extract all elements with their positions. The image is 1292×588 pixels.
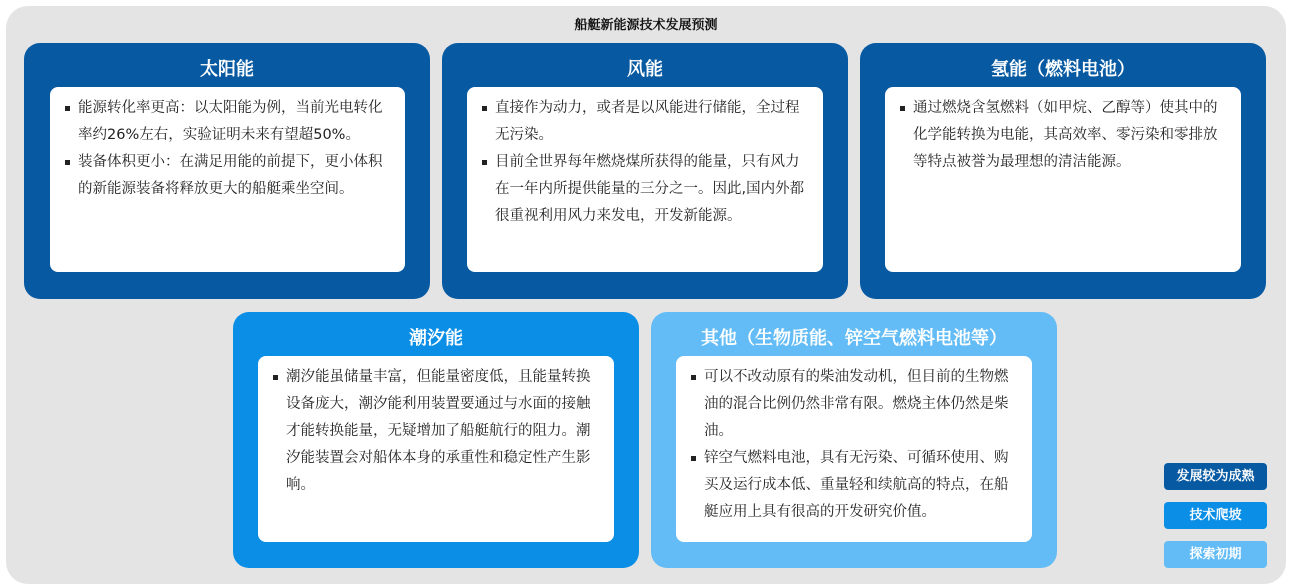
list-item: 目前全世界每年燃烧煤所获得的能量，只有风力在一年内所提供能量的三分之一。因此,国内外都很重视利用风力来发电，开发新能源。 xyxy=(481,149,807,230)
bullet-list xyxy=(899,95,1225,176)
legend-early: 探索初期 xyxy=(1164,541,1267,568)
card-title: 其他（生物质能、锌空气燃料电池等） xyxy=(701,328,1007,349)
page-title: 船艇新能源技术发展预测 xyxy=(574,18,718,33)
card-wind xyxy=(442,43,848,299)
card-title: 太阳能 xyxy=(200,59,254,80)
bullet-list xyxy=(272,364,598,499)
list-item: 锌空气燃料电池，具有无污染、可循环使用、购买及运行成本低、重量轻和续航高的特点，在船艇应用上具有很高的开发研究价值。 xyxy=(690,445,1016,526)
card-hydrogen xyxy=(860,43,1266,299)
card-title: 风能 xyxy=(627,59,663,80)
list-item: 潮汐能虽储量丰富，但能量密度低，且能量转换设备庞大，潮汐能利用装置要通过与水面的接触才能转换能量，无疑增加了船艇航行的阻力。潮汐能装置会对船体本身的承重性和稳定性产生影响。 xyxy=(272,364,598,499)
card-title: 潮汐能 xyxy=(409,328,463,349)
card-solar xyxy=(24,43,430,299)
bullet-list xyxy=(690,364,1016,526)
list-item: 装备体积更小：在满足用能的前提下，更小体积的新能源装备将释放更大的船艇乘坐空间。 xyxy=(64,149,389,203)
card-body xyxy=(258,356,614,542)
card-body xyxy=(676,356,1032,542)
card-title: 氢能（燃料电池） xyxy=(991,59,1135,80)
list-item: 通过燃烧含氢燃料（如甲烷、乙醇等）使其中的化学能转换为电能，其高效率、零污染和零排放等特点被誉为最理想的清洁能源。 xyxy=(899,95,1225,176)
legend-mature: 发展较为成熟 xyxy=(1164,463,1267,490)
list-item: 可以不改动原有的柴油发动机，但目前的生物燃油的混合比例仍然非常有限。燃烧主体仍然是柴油。 xyxy=(690,364,1016,445)
bullet-list xyxy=(481,95,807,230)
card-tidal xyxy=(233,312,639,568)
list-item: 能源转化率更高：以太阳能为例，当前光电转化率约26%左右，实验证明未来有望超50%。 xyxy=(64,95,389,149)
card-body xyxy=(50,87,405,272)
legend-climbing: 技术爬坡 xyxy=(1164,502,1267,529)
list-item: 直接作为动力，或者是以风能进行储能，全过程无污染。 xyxy=(481,95,807,149)
bullet-list xyxy=(64,95,389,203)
card-body xyxy=(467,87,823,272)
card-other xyxy=(651,312,1057,568)
card-body xyxy=(885,87,1241,272)
